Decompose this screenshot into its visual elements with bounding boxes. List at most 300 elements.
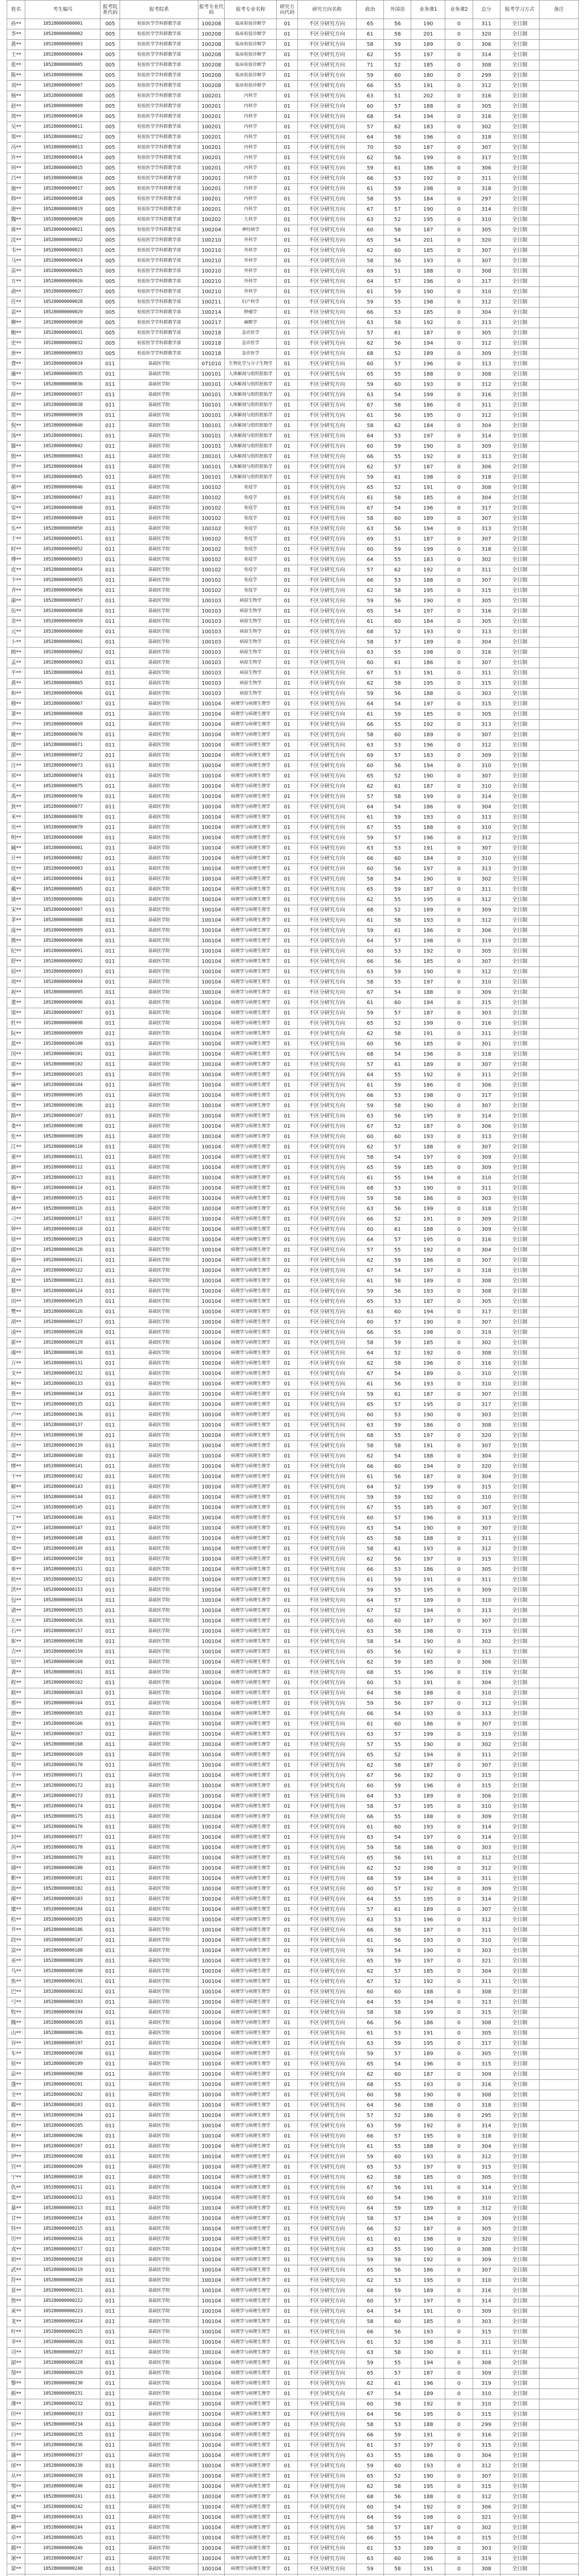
table-cell: 费** — [7, 359, 25, 369]
table-cell — [539, 1771, 578, 1781]
table-cell: 病理学与病理生理学 — [225, 1359, 277, 1369]
table-cell: 53 — [384, 1297, 411, 1307]
table-cell: 100104 — [198, 1925, 225, 1936]
table-cell: 100104 — [198, 926, 225, 936]
table-cell: 病理学与病理生理学 — [225, 1039, 277, 1049]
table-cell: 不区分研究方向 — [297, 2152, 356, 2162]
table-cell: 全日制 — [500, 2276, 539, 2286]
table-cell: 01 — [277, 596, 298, 606]
table-cell: 毕** — [7, 472, 25, 483]
table-cell: 197 — [411, 606, 445, 617]
table-cell: 0 — [445, 277, 473, 287]
table-cell: 100104 — [198, 1431, 225, 1441]
table-cell: 全日制 — [500, 1585, 539, 1596]
table-row — [7, 1977, 579, 1987]
table-cell: 全日制 — [500, 977, 539, 988]
table-cell — [539, 1874, 578, 1884]
table-cell: 100101 — [198, 369, 225, 380]
table-cell: 邱** — [7, 1245, 25, 1256]
table-cell: 检验医学学科群教学部 — [120, 235, 198, 246]
table-cell: 不区分研究方向 — [297, 1214, 356, 1225]
table-cell: 60 — [357, 545, 384, 555]
table-cell: 100104 — [198, 946, 225, 957]
table-cell: 62 — [357, 895, 384, 905]
table-cell: 100104 — [198, 1482, 225, 1493]
table-cell: 01 — [277, 1080, 298, 1091]
table-cell: 不区分研究方向 — [297, 1833, 356, 1843]
table-cell: 100104 — [198, 782, 225, 792]
table-cell: 011 — [100, 483, 120, 493]
table-cell: 基础医学院 — [120, 2564, 198, 2574]
table-cell: 病理学与病理生理学 — [225, 720, 277, 730]
table-cell: 011 — [100, 1194, 120, 1204]
table-cell: 01 — [277, 545, 298, 555]
table-cell: 病原生物学 — [225, 617, 277, 627]
table-cell — [539, 1214, 578, 1225]
table-cell: 病原生物学 — [225, 627, 277, 637]
table-cell: 318 — [473, 1266, 500, 1276]
table-cell: 全日制 — [500, 1194, 539, 1204]
table-cell: 基础医学院 — [120, 1286, 198, 1297]
table-cell: 宁** — [7, 2173, 25, 2183]
table-cell — [445, 2574, 473, 2576]
table-cell: 305 — [473, 1297, 500, 1307]
table-cell: 全日制 — [500, 462, 539, 472]
table-cell: 312 — [473, 833, 500, 843]
table-cell: 312 — [473, 740, 500, 751]
table-cell: 黄** — [7, 40, 25, 50]
table-cell — [539, 1987, 578, 1997]
table-cell: 54 — [384, 112, 411, 122]
table-row — [7, 1153, 579, 1163]
table-cell: 61 — [357, 1719, 384, 1730]
table-row — [7, 916, 579, 926]
table-cell — [100, 2574, 120, 2576]
table-cell: 0 — [445, 1833, 473, 1843]
table-cell: 312 — [473, 916, 500, 926]
table-cell: 基础医学院 — [120, 2152, 198, 2162]
table-cell: 病理学与病理生理学 — [225, 2039, 277, 2049]
table-row — [7, 163, 579, 174]
table-cell: 100103 — [198, 689, 225, 699]
table-cell: 011 — [100, 2337, 120, 2348]
table-cell: 人体解剖与组织胚胎学 — [225, 369, 277, 380]
table-cell: 01 — [277, 843, 298, 854]
table-cell: 陈** — [7, 71, 25, 81]
table-cell: 61 — [384, 1225, 411, 1235]
table-cell: 基础医学院 — [120, 1544, 198, 1554]
table-cell: 祖** — [7, 2255, 25, 2265]
table-cell: 63 — [357, 967, 384, 977]
table-cell: 185 — [411, 1338, 445, 1348]
table-cell: 杭** — [7, 1575, 25, 1585]
table-cell: 011 — [100, 421, 120, 431]
table-cell: 100104 — [198, 2461, 225, 2471]
table-cell: 197 — [411, 1554, 445, 1565]
table-cell: 不区分研究方向 — [297, 864, 356, 874]
table-cell: 011 — [100, 369, 120, 380]
table-cell: 基础医学院 — [120, 771, 198, 782]
table-cell: 病理学与病理生理学 — [225, 1225, 277, 1235]
table-cell: 51 — [384, 91, 411, 101]
table-cell: 元** — [7, 627, 25, 637]
table-cell: 53 — [384, 740, 411, 751]
table-cell: 196 — [411, 2193, 445, 2204]
table-cell: 100104 — [198, 1647, 225, 1657]
table-cell: 100104 — [198, 1080, 225, 1091]
table-cell: 不区分研究方向 — [297, 977, 356, 988]
table-cell: 0 — [445, 143, 473, 153]
table-cell: 0 — [445, 575, 473, 586]
table-cell: 不区分研究方向 — [297, 720, 356, 730]
table-row — [7, 802, 579, 812]
table-cell: 011 — [100, 2492, 120, 2502]
table-cell: 全日制 — [500, 246, 539, 256]
table-cell: 105280000000066 — [25, 689, 100, 699]
table-cell — [539, 617, 578, 627]
table-cell: 100104 — [198, 905, 225, 916]
table-cell: 105280000000095 — [25, 988, 100, 998]
table-cell: 病理学与病理生理学 — [225, 1379, 277, 1389]
table-cell: 全日制 — [500, 1894, 539, 1905]
table-cell: 黎** — [7, 2379, 25, 2389]
table-row — [7, 1338, 579, 1348]
table-cell: 全日制 — [500, 122, 539, 132]
table-cell: 内科学 — [225, 132, 277, 143]
table-cell: 不区分研究方向 — [297, 1853, 356, 1863]
table-cell: 01 — [277, 215, 298, 225]
table-cell: 196 — [411, 1781, 445, 1791]
table-cell: 病理学与病理生理学 — [225, 699, 277, 709]
table-cell: 105280000000144 — [25, 1493, 100, 1503]
table-cell: 0 — [445, 2152, 473, 2162]
table-cell: 011 — [100, 1884, 120, 1894]
table-cell: 病原生物学 — [225, 648, 277, 658]
table-cell: 0 — [445, 596, 473, 606]
table-cell: 011 — [100, 1997, 120, 2008]
table-cell — [539, 235, 578, 246]
table-cell: 199 — [411, 1204, 445, 1214]
table-cell: 199 — [411, 153, 445, 163]
table-cell: 基础医学院 — [120, 833, 198, 843]
table-cell: 内科学 — [225, 184, 277, 194]
table-cell: 105280000000015 — [25, 163, 100, 174]
table-cell: 唐** — [7, 205, 25, 215]
table-cell: 基础医学院 — [120, 2131, 198, 2142]
table-cell: 程** — [7, 1678, 25, 1688]
table-cell: 01 — [277, 1513, 298, 1523]
table-row — [7, 143, 579, 153]
table-cell: 0 — [445, 1070, 473, 1080]
table-cell: 105280000000212 — [25, 2193, 100, 2204]
table-cell: 全日制 — [500, 565, 539, 575]
table-cell: 麻醉学 — [225, 318, 277, 328]
table-cell: 全日制 — [500, 2523, 539, 2533]
table-cell: 184 — [411, 1874, 445, 1884]
table-cell: 病理学与病理生理学 — [225, 1389, 277, 1400]
table-cell: 105280000000161 — [25, 1668, 100, 1678]
table-cell: 全日制 — [500, 617, 539, 627]
table-cell — [539, 1915, 578, 1925]
table-cell: 320 — [473, 2234, 500, 2245]
table-cell: 0 — [445, 1874, 473, 1884]
table-cell: 病理学与病理生理学 — [225, 1719, 277, 1730]
table-cell: 郜** — [7, 2368, 25, 2379]
table-cell: 不区分研究方向 — [297, 400, 356, 411]
table-cell: 不区分研究方向 — [297, 957, 356, 967]
table-cell: 基础医学院 — [120, 2059, 198, 2070]
table-cell: 检验医学学科群教学部 — [120, 19, 198, 29]
table-cell: 平** — [7, 668, 25, 679]
table-cell: 011 — [100, 761, 120, 771]
table-cell: 01 — [277, 988, 298, 998]
table-cell: 01 — [277, 2214, 298, 2224]
table-cell: 100104 — [198, 2049, 225, 2059]
table-cell: 193 — [411, 380, 445, 390]
table-cell: 193 — [411, 627, 445, 637]
table-cell: 58 — [357, 1802, 384, 1812]
table-cell: 全日制 — [500, 2441, 539, 2451]
table-cell — [539, 1173, 578, 1183]
table-cell — [539, 2430, 578, 2441]
table-cell: 011 — [100, 936, 120, 946]
table-cell: 57 — [384, 277, 411, 287]
table-cell: 61 — [357, 709, 384, 720]
table-row — [7, 194, 579, 205]
table-cell: 105280000000008 — [25, 91, 100, 101]
table-row — [7, 2080, 579, 2090]
table-cell: 马** — [7, 256, 25, 266]
table-row — [7, 2461, 579, 2471]
table-cell: 病理学与病理生理学 — [225, 1946, 277, 1956]
table-cell: 不区分研究方向 — [297, 905, 356, 916]
table-cell: 011 — [100, 648, 120, 658]
table-cell: 不区分研究方向 — [297, 1740, 356, 1750]
table-cell: 52 — [384, 1750, 411, 1760]
table-cell: 310 — [473, 1173, 500, 1183]
table-cell: 310 — [473, 854, 500, 864]
table-cell: 105280000000226 — [25, 2337, 100, 2348]
table-row — [7, 1039, 579, 1049]
table-cell: 病原生物学 — [225, 637, 277, 648]
table-cell: 检验医学学科群教学部 — [120, 308, 198, 318]
table-cell — [539, 1925, 578, 1936]
table-cell: 105280000000132 — [25, 1369, 100, 1379]
table-cell: 005 — [100, 40, 120, 50]
table-cell: 病理学与病理生理学 — [225, 864, 277, 874]
table-cell: 184 — [411, 617, 445, 627]
table-cell: 01 — [277, 1420, 298, 1431]
table-row — [7, 1616, 579, 1626]
table-cell: 免疫学 — [225, 555, 277, 565]
table-cell: 314 — [473, 2121, 500, 2131]
table-cell — [539, 1379, 578, 1389]
table-cell: 不区分研究方向 — [297, 1122, 356, 1132]
table-row — [7, 1348, 579, 1359]
table-cell: 全日制 — [500, 256, 539, 266]
table-cell: 100210 — [198, 266, 225, 277]
table-cell: 54 — [384, 802, 411, 812]
table-cell: 0 — [445, 349, 473, 359]
table-cell: 100104 — [198, 2430, 225, 2441]
table-cell: 病理学与病理生理学 — [225, 1730, 277, 1740]
table-cell: 194 — [411, 1462, 445, 1472]
table-cell: 321 — [473, 1956, 500, 1967]
table-cell: 不区分研究方向 — [297, 1977, 356, 1987]
table-cell: 302 — [473, 1740, 500, 1750]
table-cell: 195 — [411, 2410, 445, 2420]
table-cell: 不区分研究方向 — [297, 1276, 356, 1286]
table-cell: 贲** — [7, 1534, 25, 1544]
table-cell: 196 — [411, 740, 445, 751]
table-cell — [539, 2111, 578, 2121]
table-cell: 符** — [7, 2276, 25, 2286]
table-cell: 011 — [100, 977, 120, 988]
table-cell: 005 — [100, 215, 120, 225]
table-cell: 65 — [357, 771, 384, 782]
table-cell: 基础医学院 — [120, 2121, 198, 2131]
table-cell: 田** — [7, 1297, 25, 1307]
table-cell: 0 — [445, 1338, 473, 1348]
table-cell: 全日制 — [500, 1997, 539, 2008]
table-cell: 65 — [357, 1750, 384, 1760]
table-cell: 01 — [277, 431, 298, 442]
table-cell: 192 — [411, 318, 445, 328]
table-cell: 01 — [277, 833, 298, 843]
table-cell: 52 — [384, 1348, 411, 1359]
table-row — [7, 967, 579, 977]
table-cell: 不区分研究方向 — [297, 2018, 356, 2028]
table-cell: 全日制 — [500, 586, 539, 596]
table-cell: 基础医学院 — [120, 1719, 198, 1730]
table-cell: 011 — [100, 823, 120, 833]
table-cell: 011 — [100, 2090, 120, 2100]
table-cell: 311 — [473, 2348, 500, 2358]
table-cell: 59 — [384, 2513, 411, 2523]
table-cell: 302 — [473, 555, 500, 565]
table-row — [7, 1925, 579, 1936]
table-cell: 01 — [277, 1925, 298, 1936]
table-row — [7, 2121, 579, 2131]
table-cell: 01 — [277, 1091, 298, 1101]
table-cell: 基础医学院 — [120, 709, 198, 720]
table-cell: 尹** — [7, 720, 25, 730]
table-cell: 011 — [100, 1575, 120, 1585]
table-cell: 100104 — [198, 2245, 225, 2255]
table-cell: 不区分研究方向 — [297, 1925, 356, 1936]
table-cell: 不区分研究方向 — [297, 225, 356, 235]
table-cell: 01 — [277, 586, 298, 596]
table-cell: 63 — [357, 2554, 384, 2564]
table-row — [7, 1956, 579, 1967]
table-cell: 01 — [277, 1163, 298, 1173]
table-cell: 01 — [277, 2204, 298, 2214]
table-cell: 0 — [445, 534, 473, 545]
table-cell: 01 — [277, 112, 298, 122]
table-cell: 58 — [384, 679, 411, 689]
table-cell: 318 — [473, 184, 500, 194]
table-cell: 105280000000214 — [25, 2214, 100, 2224]
table-cell: 基础医学院 — [120, 1297, 198, 1307]
table-cell: 不区分研究方向 — [297, 2111, 356, 2121]
table-row — [7, 1328, 579, 1338]
table-cell: 011 — [100, 2317, 120, 2327]
table-cell: 病理学与病理生理学 — [225, 2523, 277, 2533]
table-cell: 基础医学院 — [120, 1626, 198, 1637]
table-cell: 105280000000242 — [25, 2502, 100, 2513]
table-row — [7, 400, 579, 411]
table-cell: 0 — [445, 2183, 473, 2193]
table-cell: 0 — [445, 29, 473, 40]
table-cell: 59 — [384, 2039, 411, 2049]
table-cell: 202 — [411, 91, 445, 101]
table-cell: 105280000000200 — [25, 2070, 100, 2080]
table-cell: 55 — [384, 2245, 411, 2255]
table-cell: 50 — [384, 143, 411, 153]
table-cell: 病理学与病理生理学 — [225, 2234, 277, 2245]
table-cell: 基础医学院 — [120, 1781, 198, 1791]
table-cell: 316 — [473, 1019, 500, 1029]
table-cell — [539, 854, 578, 864]
table-cell: 189 — [411, 730, 445, 740]
table-cell: 301 — [473, 1039, 500, 1049]
table-cell: 60 — [357, 1039, 384, 1049]
table-cell: 0 — [445, 2234, 473, 2245]
table-cell: 62 — [357, 1029, 384, 1039]
table-cell: 詹** — [7, 2296, 25, 2307]
table-cell: 0 — [445, 709, 473, 720]
table-cell: 家** — [7, 1822, 25, 1833]
table-cell: 53 — [384, 668, 411, 679]
table-cell: 全日制 — [500, 2204, 539, 2214]
table-cell: 0 — [445, 2018, 473, 2028]
table-cell: 100104 — [198, 720, 225, 730]
table-cell: 100103 — [198, 617, 225, 627]
table-cell: 198 — [411, 1863, 445, 1874]
table-cell: 59 — [384, 967, 411, 977]
table-cell: 55 — [384, 1668, 411, 1678]
table-cell: 基础医学院 — [120, 2451, 198, 2461]
table-cell: 急诊医学 — [225, 328, 277, 338]
table-cell: 内科学 — [225, 143, 277, 153]
table-cell: 蓬** — [7, 2080, 25, 2090]
table-cell: 011 — [100, 2224, 120, 2234]
table-cell: 栾** — [7, 2193, 25, 2204]
table-cell: 基础医学院 — [120, 545, 198, 555]
table-cell: 病理学与病理生理学 — [225, 1235, 277, 1245]
table-row — [7, 2420, 579, 2430]
table-cell: 190 — [411, 2348, 445, 2358]
table-cell: 105280000000225 — [25, 2327, 100, 2337]
table-cell: 59 — [384, 1956, 411, 1967]
table-cell: 55 — [384, 452, 411, 462]
table-cell — [539, 1977, 578, 1987]
table-cell: 320 — [473, 1462, 500, 1472]
table-cell: 011 — [100, 1905, 120, 1915]
table-cell: 011 — [100, 493, 120, 503]
table-cell: 0 — [445, 936, 473, 946]
table-cell: 65 — [357, 1019, 384, 1029]
table-cell: 全日制 — [500, 2008, 539, 2018]
table-cell: 100104 — [198, 1833, 225, 1843]
table-cell: 100103 — [198, 606, 225, 617]
table-cell: 全日制 — [500, 112, 539, 122]
table-cell: 沈** — [7, 235, 25, 246]
table-cell: 319 — [473, 1730, 500, 1740]
table-cell: 65 — [357, 1400, 384, 1410]
table-row — [7, 555, 579, 565]
table-cell — [539, 1523, 578, 1534]
